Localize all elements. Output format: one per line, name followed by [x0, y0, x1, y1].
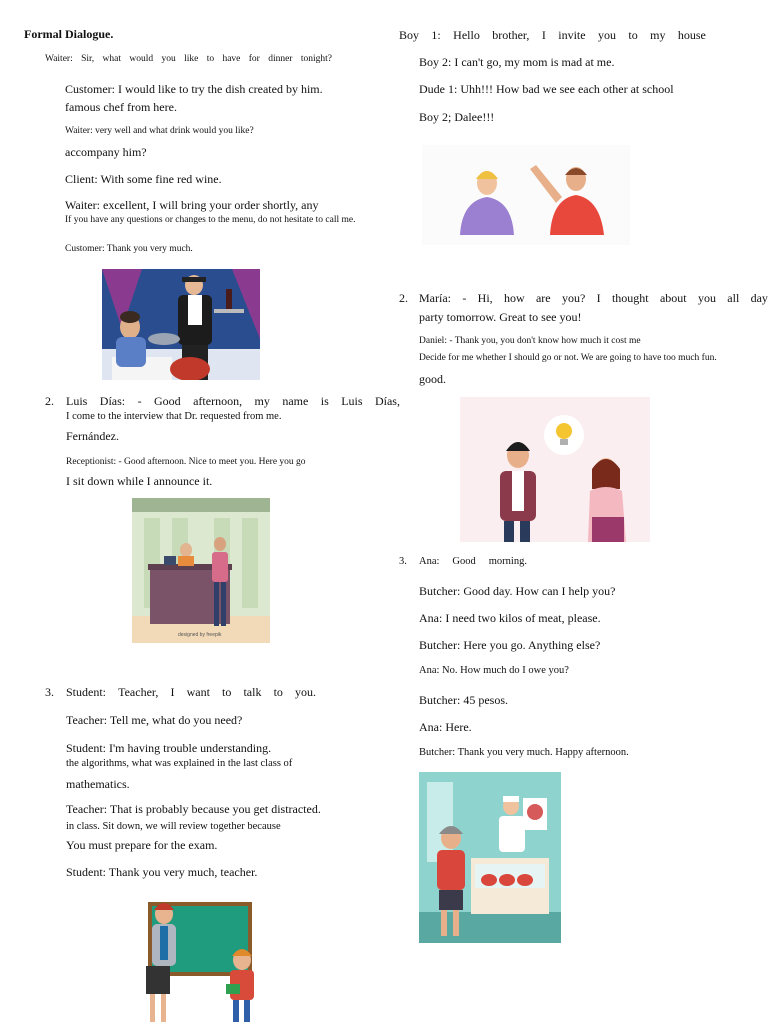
- dialogue-line: mathematics.: [66, 777, 130, 791]
- dialogue-line: Receptionist: - Good afternoon. Nice to meet you. Here you go: [66, 457, 306, 467]
- list-number: 3.: [45, 685, 54, 699]
- dialogue-line: famous chef from here.: [65, 100, 177, 114]
- word: Teacher,: [118, 685, 159, 699]
- butcher-shop-illustration: [419, 772, 561, 943]
- word: want: [186, 685, 210, 699]
- dialogue-line: in class. Sit down, we will review together because: [66, 821, 281, 832]
- word: -: [137, 394, 142, 408]
- word: you: [597, 28, 616, 42]
- word: to: [222, 685, 232, 699]
- word: Good: [452, 556, 476, 567]
- dialogue-line: Customer: I would like to try the dish created by him.: [65, 82, 323, 96]
- word: talk: [243, 685, 262, 699]
- page-title: Formal Dialogue.: [24, 27, 114, 41]
- dialogue-line: Ana: Here.: [419, 720, 472, 734]
- word: I: [541, 28, 546, 42]
- word: Luis: [341, 394, 363, 408]
- word: to: [628, 28, 638, 42]
- dialogue-line: Daniel: - Thank you, you don't know how much it cost me: [419, 336, 641, 346]
- word: you.: [295, 685, 316, 699]
- dialogue-line: Butcher: Thank you very much. Happy afternoon.: [419, 747, 629, 758]
- word: invite: [558, 28, 586, 42]
- word: like: [184, 54, 199, 64]
- word: my: [650, 28, 666, 42]
- word: morning.: [488, 556, 527, 567]
- word: Sir,: [81, 54, 95, 64]
- word: have: [222, 54, 241, 64]
- dialogue-line: party tomorrow. Great to see you!: [419, 310, 582, 324]
- dialogue-line: Boy 2: I can't go, my mom is mad at me.: [419, 55, 615, 69]
- list-number: 2.: [399, 291, 408, 305]
- dialogue-line: Ana: I need two kilos of meat, please.: [419, 611, 601, 625]
- word: would: [129, 54, 154, 64]
- dialogue-line: the algorithms, what was explained in the last class of: [66, 758, 293, 769]
- word: how: [503, 291, 525, 305]
- dialogue-line: Butcher: 45 pesos.: [419, 693, 508, 707]
- dialogue-line: Teacher: Tell me, what do you need?: [66, 713, 243, 727]
- word: name: [282, 394, 309, 408]
- list-number: 3.: [399, 556, 407, 567]
- dialogue-line: Student: Thank you very much, teacher.: [66, 865, 258, 879]
- word: to: [273, 685, 283, 699]
- dialogue-line: Student: I'm having trouble understanding.: [66, 741, 272, 755]
- word: Luis: [66, 394, 88, 408]
- word: Hello: [453, 28, 480, 42]
- dialogue-line: You must prepare for the exam.: [66, 838, 218, 852]
- dialogue-line: I come to the interview that Dr. requested from me.: [66, 411, 282, 422]
- word: you: [697, 291, 716, 305]
- dialogue-line: Butcher: Good day. How can I help you?: [419, 584, 616, 598]
- word: 1:: [431, 28, 441, 42]
- image-credit: designed by freepik: [178, 632, 222, 638]
- word: for: [248, 54, 260, 64]
- word: -: [462, 291, 467, 305]
- dialogue-line: Client: With some fine red wine.: [65, 172, 222, 186]
- dialogue-line: Decide for me whether I should go or not. We are going to have too much fun.: [419, 353, 717, 363]
- word: afternoon,: [193, 394, 243, 408]
- dialogue-line: good.: [419, 372, 446, 386]
- word: thought: [611, 291, 649, 305]
- dialogue-line: [399, 28, 706, 42]
- word: my: [254, 394, 270, 408]
- word: to: [206, 54, 215, 64]
- dialogue-line: Boy 2; Dalee!!!: [419, 110, 495, 124]
- list-number: 2.: [45, 394, 54, 408]
- word: I: [596, 291, 601, 305]
- word: Boy: [399, 28, 420, 42]
- dialogue-line: Butcher: Here you go. Anything else?: [419, 638, 601, 652]
- word: Good: [154, 394, 181, 408]
- restaurant-waiter-illustration: [102, 269, 260, 380]
- word: dinner: [268, 54, 293, 64]
- word: are: [535, 291, 551, 305]
- dialogue-line: [45, 54, 332, 65]
- dialogue-line: Fernández.: [66, 429, 119, 443]
- dialogue-line: I sit down while I announce it.: [66, 474, 213, 488]
- dialogue-line: If you have any questions or changes to the menu, do not hesitate to call me.: [65, 215, 356, 225]
- word: day: [750, 291, 768, 305]
- dialogue-line: Waiter: very well and what drink would you like?: [65, 126, 254, 136]
- dialogue-line: Ana: No. How much do I owe you?: [419, 665, 569, 676]
- two-boys-illustration: [422, 145, 630, 245]
- word: Hi,: [477, 291, 493, 305]
- dialogue-line: Customer: Thank you very much.: [65, 244, 193, 254]
- word: what: [102, 54, 122, 64]
- word: all: [727, 291, 740, 305]
- couple-idea-illustration: [460, 397, 650, 542]
- word: Días:: [99, 394, 126, 408]
- word: brother,: [492, 28, 530, 42]
- word: is: [320, 394, 329, 408]
- dialogue-line: Teacher: That is probably because you get distracted.: [66, 802, 321, 816]
- word: Ana:: [419, 556, 440, 567]
- word: house: [677, 28, 706, 42]
- word: about: [659, 291, 687, 305]
- dialogue-line: accompany him?: [65, 145, 147, 159]
- dialogue-line: [419, 556, 527, 569]
- word: you: [161, 54, 176, 64]
- dialogue-line: Waiter: excellent, I will bring your order shortly, any: [65, 198, 319, 212]
- word: Waiter:: [45, 54, 73, 64]
- word: María:: [419, 291, 451, 305]
- dialogue-line: Dude 1: Uhh!!! How bad we see each other at school: [419, 82, 674, 96]
- dialogue-line: [66, 394, 400, 408]
- reception-desk-illustration: [132, 498, 270, 643]
- word: Días,: [374, 394, 400, 408]
- dialogue-line: [419, 291, 768, 305]
- teacher-student-illustration: [130, 892, 272, 1024]
- word: tonight?: [300, 54, 332, 64]
- dialogue-line: [66, 685, 316, 699]
- word: you?: [561, 291, 586, 305]
- word: I: [170, 685, 175, 699]
- word: Student:: [66, 685, 107, 699]
